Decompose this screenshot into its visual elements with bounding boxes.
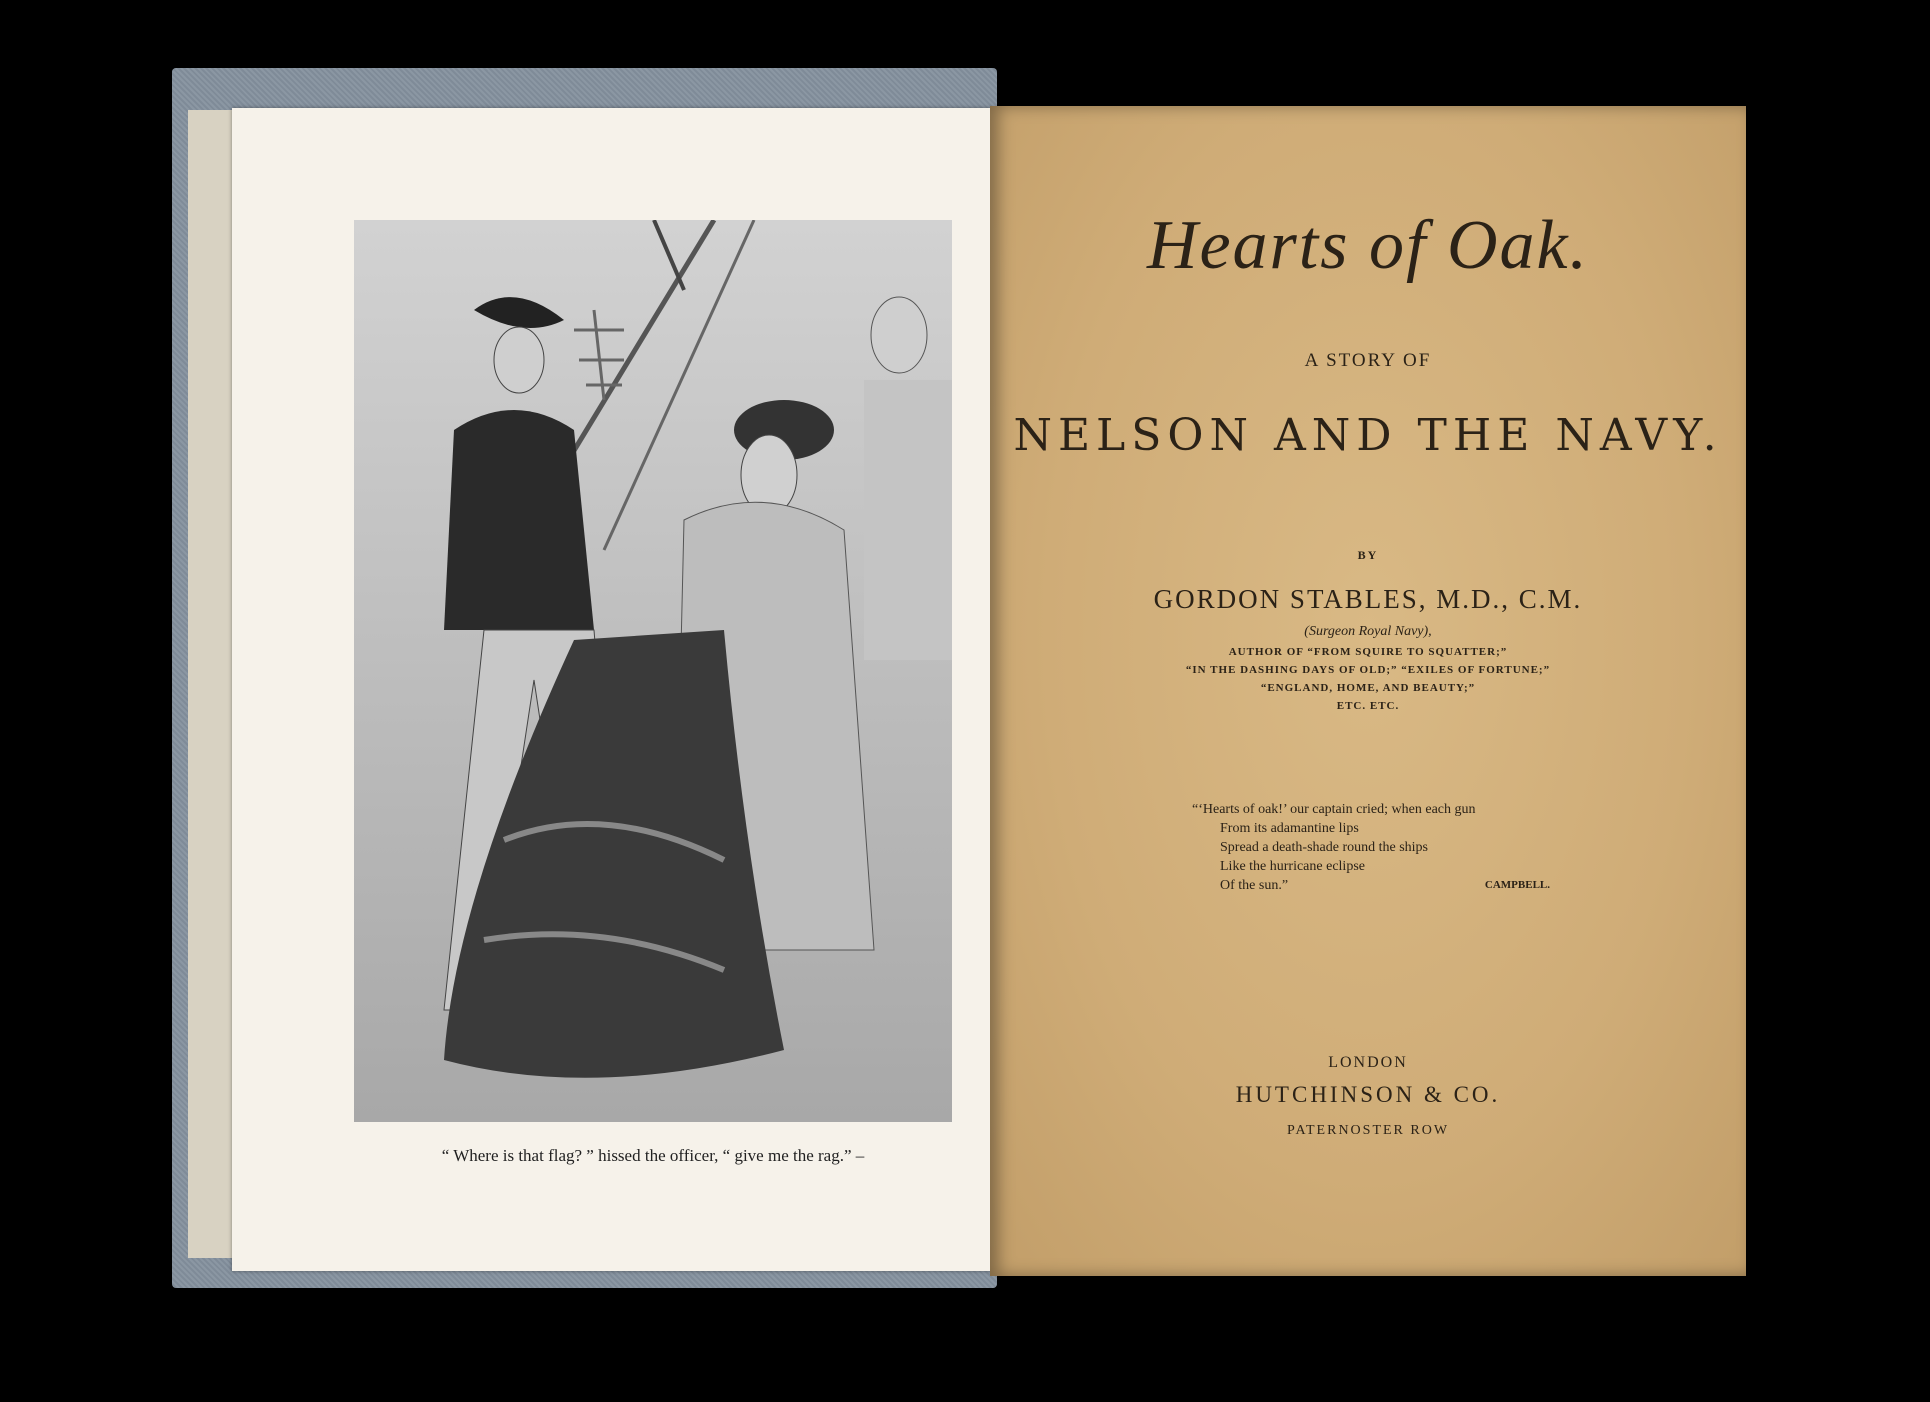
author-role: (Surgeon Royal Navy), [1304,624,1432,639]
author-credit-line: ETC. ETC. [1336,700,1400,712]
subtitle-line-1: A STORY OF [1304,350,1432,371]
author-credit-line: AUTHOR OF “FROM SQUIRE TO SQUATTER;” [1228,646,1508,658]
epigraph-line: “‘Hearts of oak!’ our captain cried; when each gun [1192,802,1476,817]
author-name: GORDON STABLES, M.D., C.M. [1153,584,1583,614]
imprint-publisher: HUTCHINSON & CO. [1235,1082,1501,1107]
epigraph-line: Spread a death-shade round the ships [1220,840,1428,855]
epigraph-line: Like the hurricane eclipse [1220,859,1365,874]
epigraph-line: Of the sun.” [1220,878,1289,893]
epigraph [1192,800,1572,895]
epigraph-attribution: CAMPBELL. [1484,879,1550,891]
epigraph-line: From its adamantine lips [1220,821,1359,836]
book-title: Hearts of Oak. [1146,207,1590,284]
subtitle-line-2: NELSON AND THE NAVY. [1013,410,1723,461]
frontispiece-illustration [354,220,952,1122]
frontispiece-caption: “ Where is that flag? ” hissed the officer, “ give me the rag.” – [441,1146,865,1165]
author-credit-line: “IN THE DASHING DAYS OF OLD;” “EXILES OF FORTUNE;” [1185,664,1551,676]
imprint-city: LONDON [1328,1054,1408,1071]
by-label: BY [1357,548,1379,562]
imprint-street: PATERNOSTER ROW [1286,1123,1450,1138]
author-credit-line: “ENGLAND, HOME, AND BEAUTY;” [1260,682,1476,694]
